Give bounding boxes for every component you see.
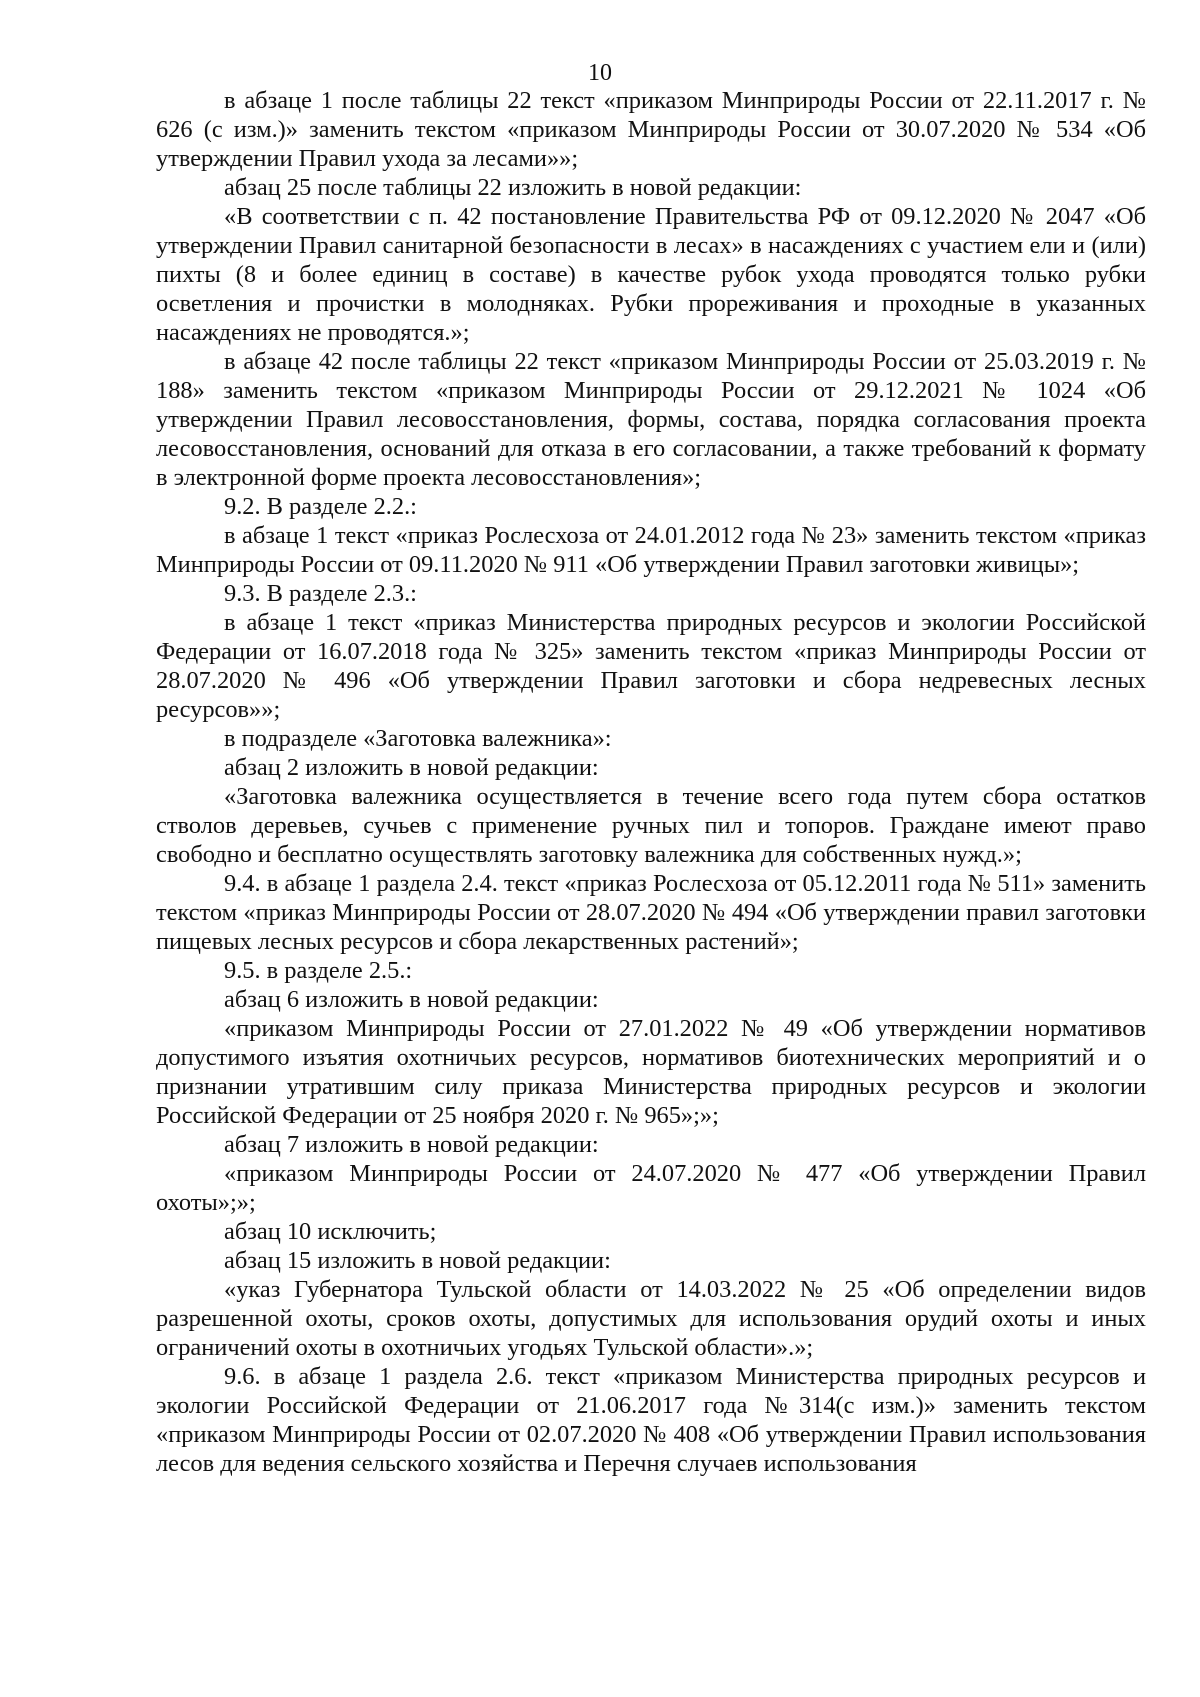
paragraph: абзац 25 после таблицы 22 изложить в новой редакции: (224, 174, 802, 201)
paragraph: «Заготовка валежника осуществляется в течение всего года путем сбора остатков стволов деревьев, сучьев с применение ручных пил и топоров. Граждане имеют право свободно и бесплатно осуществлять заготовку валежника для собственных нужд.»; (156, 783, 1146, 868)
paragraph: «В соответствии с п. 42 постановление Правительства РФ от 09.12.2020 № 2047 «Об утверждении Правил санитарной безопасности в лесах» в насаждениях с участием ели и (или) пихты (8 и более единиц в составе) в качестве рубок ухода проводятся только рубки осветления и прочистки в молодняках. Рубки прореживания и проходные в указанных насаждениях не проводятся.»; (156, 203, 1146, 346)
paragraph: «приказом Минприроды России от 24.07.2020 № 477 «Об утверждении Правил охоты»;»; (156, 1160, 1146, 1216)
paragraph: в абзаце 1 текст «приказ Рослесхоза от 24.01.2012 года № 23» заменить текстом «приказ Минприроды России от 09.11.2020 № 911 «Об утверждении Правил заготовки живицы»; (156, 522, 1146, 578)
page-number: 10 (588, 60, 612, 86)
paragraph: абзац 6 изложить в новой редакции: (224, 986, 599, 1013)
document-body (156, 86, 1146, 1478)
paragraph: 9.6. в абзаце 1 раздела 2.6. текст «приказом Министерства природных ресурсов и экологии Российской Федерации от 21.06.2017 года №314(с изм.)» заменить текстом «приказом Минприроды России от 02.07.2020 № 408 «Об утверждении Правил использования лесов для ведения сельского хозяйства и Перечня случаев использования (156, 1363, 1146, 1477)
paragraph: абзац 2 изложить в новой редакции: (224, 754, 599, 781)
paragraph: в абзаце 42 после таблицы 22 текст «приказом Минприроды России от 25.03.2019 г. № 188» заменить текстом «приказом Минприроды России от 29.12.2021 № 1024 «Об утверждении Правил лесовосстановления, формы, состава, порядка согласования проекта лесовосстановления, оснований для отказа в его согласовании, а также требований к формату в электронной форме проекта лесовосстановления»; (156, 348, 1146, 491)
paragraph: «приказом Минприроды России от 27.01.2022 № 49 «Об утверждении нормативов допустимого изъятия охотничьих ресурсов, нормативов биотехнических мероприятий и о признании утратившим силу приказа Министерства природных ресурсов и экологии Российской Федерации от 25 ноября 2020 г. № 965»;»; (156, 1015, 1146, 1129)
paragraph: 9.5. в разделе 2.5.: (224, 957, 413, 984)
paragraph: абзац 7 изложить в новой редакции: (224, 1131, 599, 1158)
paragraph: 9.4. в абзаце 1 раздела 2.4. текст «приказ Рослесхоза от 05.12.2011 года № 511» заменить текстом «приказ Минприроды России от 28.07.2020 № 494 «Об утверждении правил заготовки пищевых лесных ресурсов и сбора лекарственных растений»; (156, 870, 1146, 955)
paragraph: 9.3. В разделе 2.3.: (224, 580, 417, 607)
paragraph: абзац 10 исключить; (224, 1218, 437, 1245)
paragraph: 9.2. В разделе 2.2.: (224, 493, 417, 520)
paragraph: абзац 15 изложить в новой редакции: (224, 1247, 611, 1274)
paragraph: в абзаце 1 после таблицы 22 текст «приказом Минприроды России от 22.11.2017 г. № 626 (с изм.)» заменить текстом «приказом Минприроды России от 30.07.2020 № 534 «Об утверждении Правил ухода за лесами»»; (156, 87, 1146, 172)
paragraph: «указ Губернатора Тульской области от 14.03.2022 № 25 «Об определении видов разрешенной охоты, сроков охоты, допустимых для использования орудий охоты и иных ограничений охоты в охотничьих угодьях Тульской области».»; (156, 1276, 1146, 1361)
paragraph: в подразделе «Заготовка валежника»: (224, 725, 612, 752)
paragraph: в абзаце 1 текст «приказ Министерства природных ресурсов и экологии Российской Федерации от 16.07.2018 года № 325» заменить текстом «приказ Минприроды России от 28.07.2020 № 496 «Об утверждении Правил заготовки и сбора недревесных лесных ресурсов»»; (156, 609, 1146, 723)
